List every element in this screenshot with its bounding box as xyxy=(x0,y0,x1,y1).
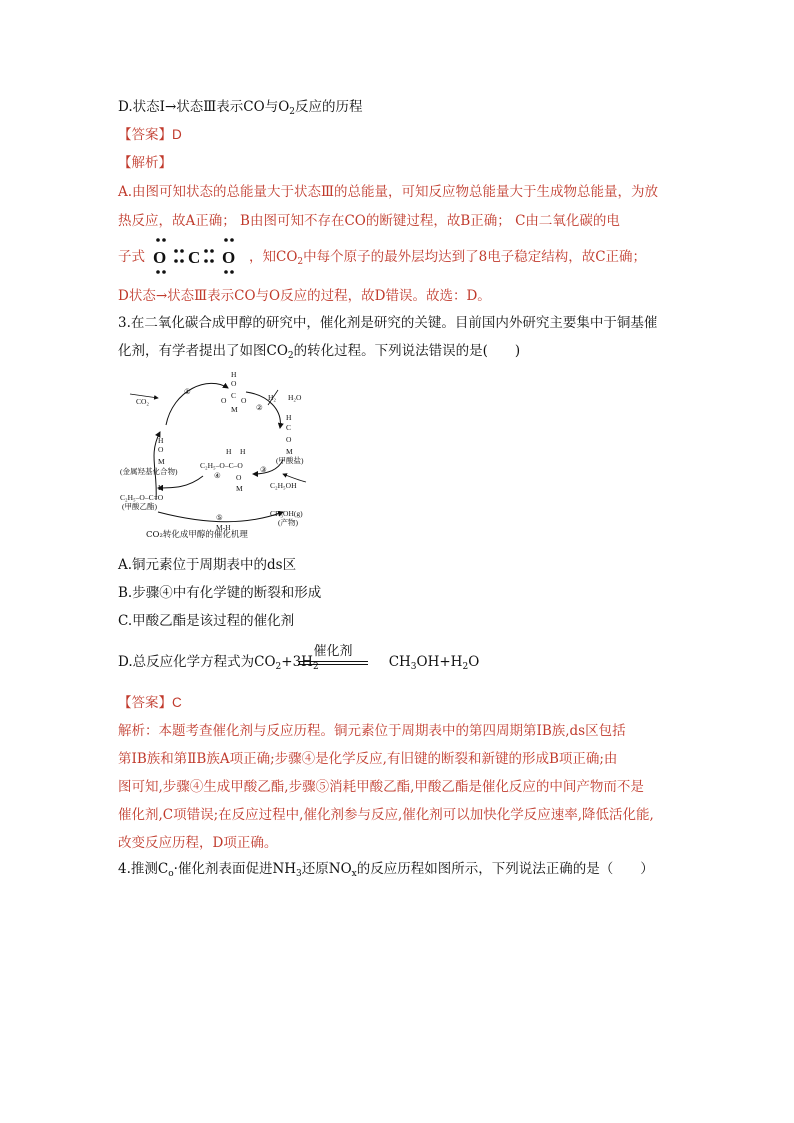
label-step-2: ② xyxy=(256,403,263,412)
q3-analysis-5: 改变反应历程，D项正确。 xyxy=(118,835,278,851)
catalyst-label: 催化剂 xyxy=(313,644,353,659)
atom-o-mid: O xyxy=(236,473,242,482)
analysis-line-2: 热反应，故A正确； B由图可知不存在CO的断键过程，故B正确； C由二氧化碳的电 xyxy=(118,213,620,229)
diagram-caption: CO₂转化成甲醇的催化机理 xyxy=(146,530,248,540)
label-formate: (甲酸盐) xyxy=(276,456,304,465)
label-h2o: H₂O xyxy=(288,393,302,402)
q3-option-b: B.步骤④中有化学键的断裂和形成 xyxy=(118,585,322,601)
co2-lewis-structure xyxy=(152,236,248,276)
atom-h-top: H xyxy=(231,370,237,379)
analysis-label: 【解析】 xyxy=(118,155,172,170)
q3-analysis-3: 图可知,步骤④生成甲酸乙酯,步骤⑤消耗甲酸乙酯,甲酸乙酯是催化反应的中间产物而不是 xyxy=(118,779,644,795)
label-step-3: ③ xyxy=(260,465,267,474)
analysis-line-3: 子式 ，知$CO_2$中每个原子的最外层均达到了8电子稳定结构，故C正确； xyxy=(118,249,647,267)
analysis-line-4: D状态→状态Ⅲ表示CO与O反应的过程，故D错误。故选：D。 xyxy=(118,288,491,304)
lewis-o-left: O xyxy=(153,248,167,267)
label-step-1: ① xyxy=(184,387,191,396)
co2-catalysis-diagram xyxy=(118,370,330,530)
q3-answer: 【答案】C xyxy=(118,695,182,710)
atom-m-mid: M xyxy=(236,484,243,493)
label-product: (产物) xyxy=(278,518,298,527)
q3-stem-line-2: 化剂，有学者提出了如图$CO_2$的转化过程。下列说法错误的是( ) xyxy=(118,343,521,361)
atom-h-right: H xyxy=(286,413,292,422)
atom-o-top: O xyxy=(231,379,237,388)
label-c2h5-intermediate: C₂H₅–O–C–O xyxy=(200,461,243,470)
q3-stem-line-1: 3.在二氧化碳合成甲醇的研究中，催化剂是研究的关键。目前国内外研究主要集中于铜基催 xyxy=(118,315,658,331)
atom-m-top: M xyxy=(231,405,238,414)
answer-label: 【答案】D xyxy=(118,127,182,142)
analysis-line-1: A.由图可知状态的总能量大于状态Ⅲ的总能量，可知反应物总能量大于生成物总能量，为放 xyxy=(118,184,659,200)
q3-analysis-4: 催化剂,C项错误;在反应过程中,催化剂参与反应,催化剂可以加快化学反应速率,降低活化能, xyxy=(118,807,654,823)
atom-o-left-top: O xyxy=(221,396,227,405)
label-ch3oh: CH₃OH(g) xyxy=(270,509,303,518)
label-c2h5oh: C₂H₅OH xyxy=(270,481,297,490)
atom-c-top: C xyxy=(231,391,237,400)
label-mh: M-H xyxy=(216,523,231,530)
atom-m-left: M xyxy=(158,457,165,466)
label-step-4: ④ xyxy=(214,471,221,480)
atom-h-ef: H xyxy=(158,483,164,492)
lewis-c: C xyxy=(188,248,201,267)
q4-stem: 4.推测$C_o\cdot$催化剂表面促进$NH_3$还原$NO_x$的反应历程如图所示，下列说法正确的是（ ） xyxy=(118,861,654,879)
catalyst-equals-sign xyxy=(298,644,368,678)
lewis-o-right: O xyxy=(222,248,236,267)
atom-o-left: O xyxy=(158,445,164,454)
q3-analysis-2: 第ⅠB族和第ⅡB族A项正确;步骤④是化学反应,有旧键的断裂和新键的形成B项正确;由 xyxy=(118,751,618,767)
label-co2: CO₂ xyxy=(136,397,150,406)
q3-option-d: D.总反应化学方程式为$CO_2+3H_2$ $CH_3OH+H_2O$ xyxy=(118,654,480,672)
label-metal-hydroxy: (金属羟基化合物) xyxy=(120,467,178,476)
label-h2: H₂ xyxy=(268,393,277,402)
atom-h-mid-1: H xyxy=(226,447,232,456)
label-step-5: ⑤ xyxy=(216,513,223,522)
option-d: D.状态Ⅰ→状态Ⅲ表示CO与$O_2$反应的历程 xyxy=(118,99,363,117)
atom-c-right: C xyxy=(286,423,292,432)
label-ethyl-formate-formula: C₂H₅–O–C=O xyxy=(120,493,164,502)
label-ethyl-formate: (甲酸乙酯) xyxy=(122,502,157,511)
atom-m-right: M xyxy=(286,447,293,456)
q3-option-a: A.铜元素位于周期表中的ds区 xyxy=(118,557,297,573)
atom-o-right-top: O xyxy=(241,396,247,405)
atom-h-left: H xyxy=(158,436,164,445)
arc-step-1 xyxy=(166,383,228,425)
arc-step-4 xyxy=(158,476,203,488)
q3-analysis-1: 解析：本题考查催化剂与反应历程。铜元素位于周期表中的第四周期第ⅠB族,ds区包括 xyxy=(118,723,626,739)
atom-h-mid-2: H xyxy=(240,447,246,456)
q3-option-c: C.甲酸乙酯是该过程的催化剂 xyxy=(118,613,295,629)
atom-o-right: O xyxy=(286,435,292,444)
